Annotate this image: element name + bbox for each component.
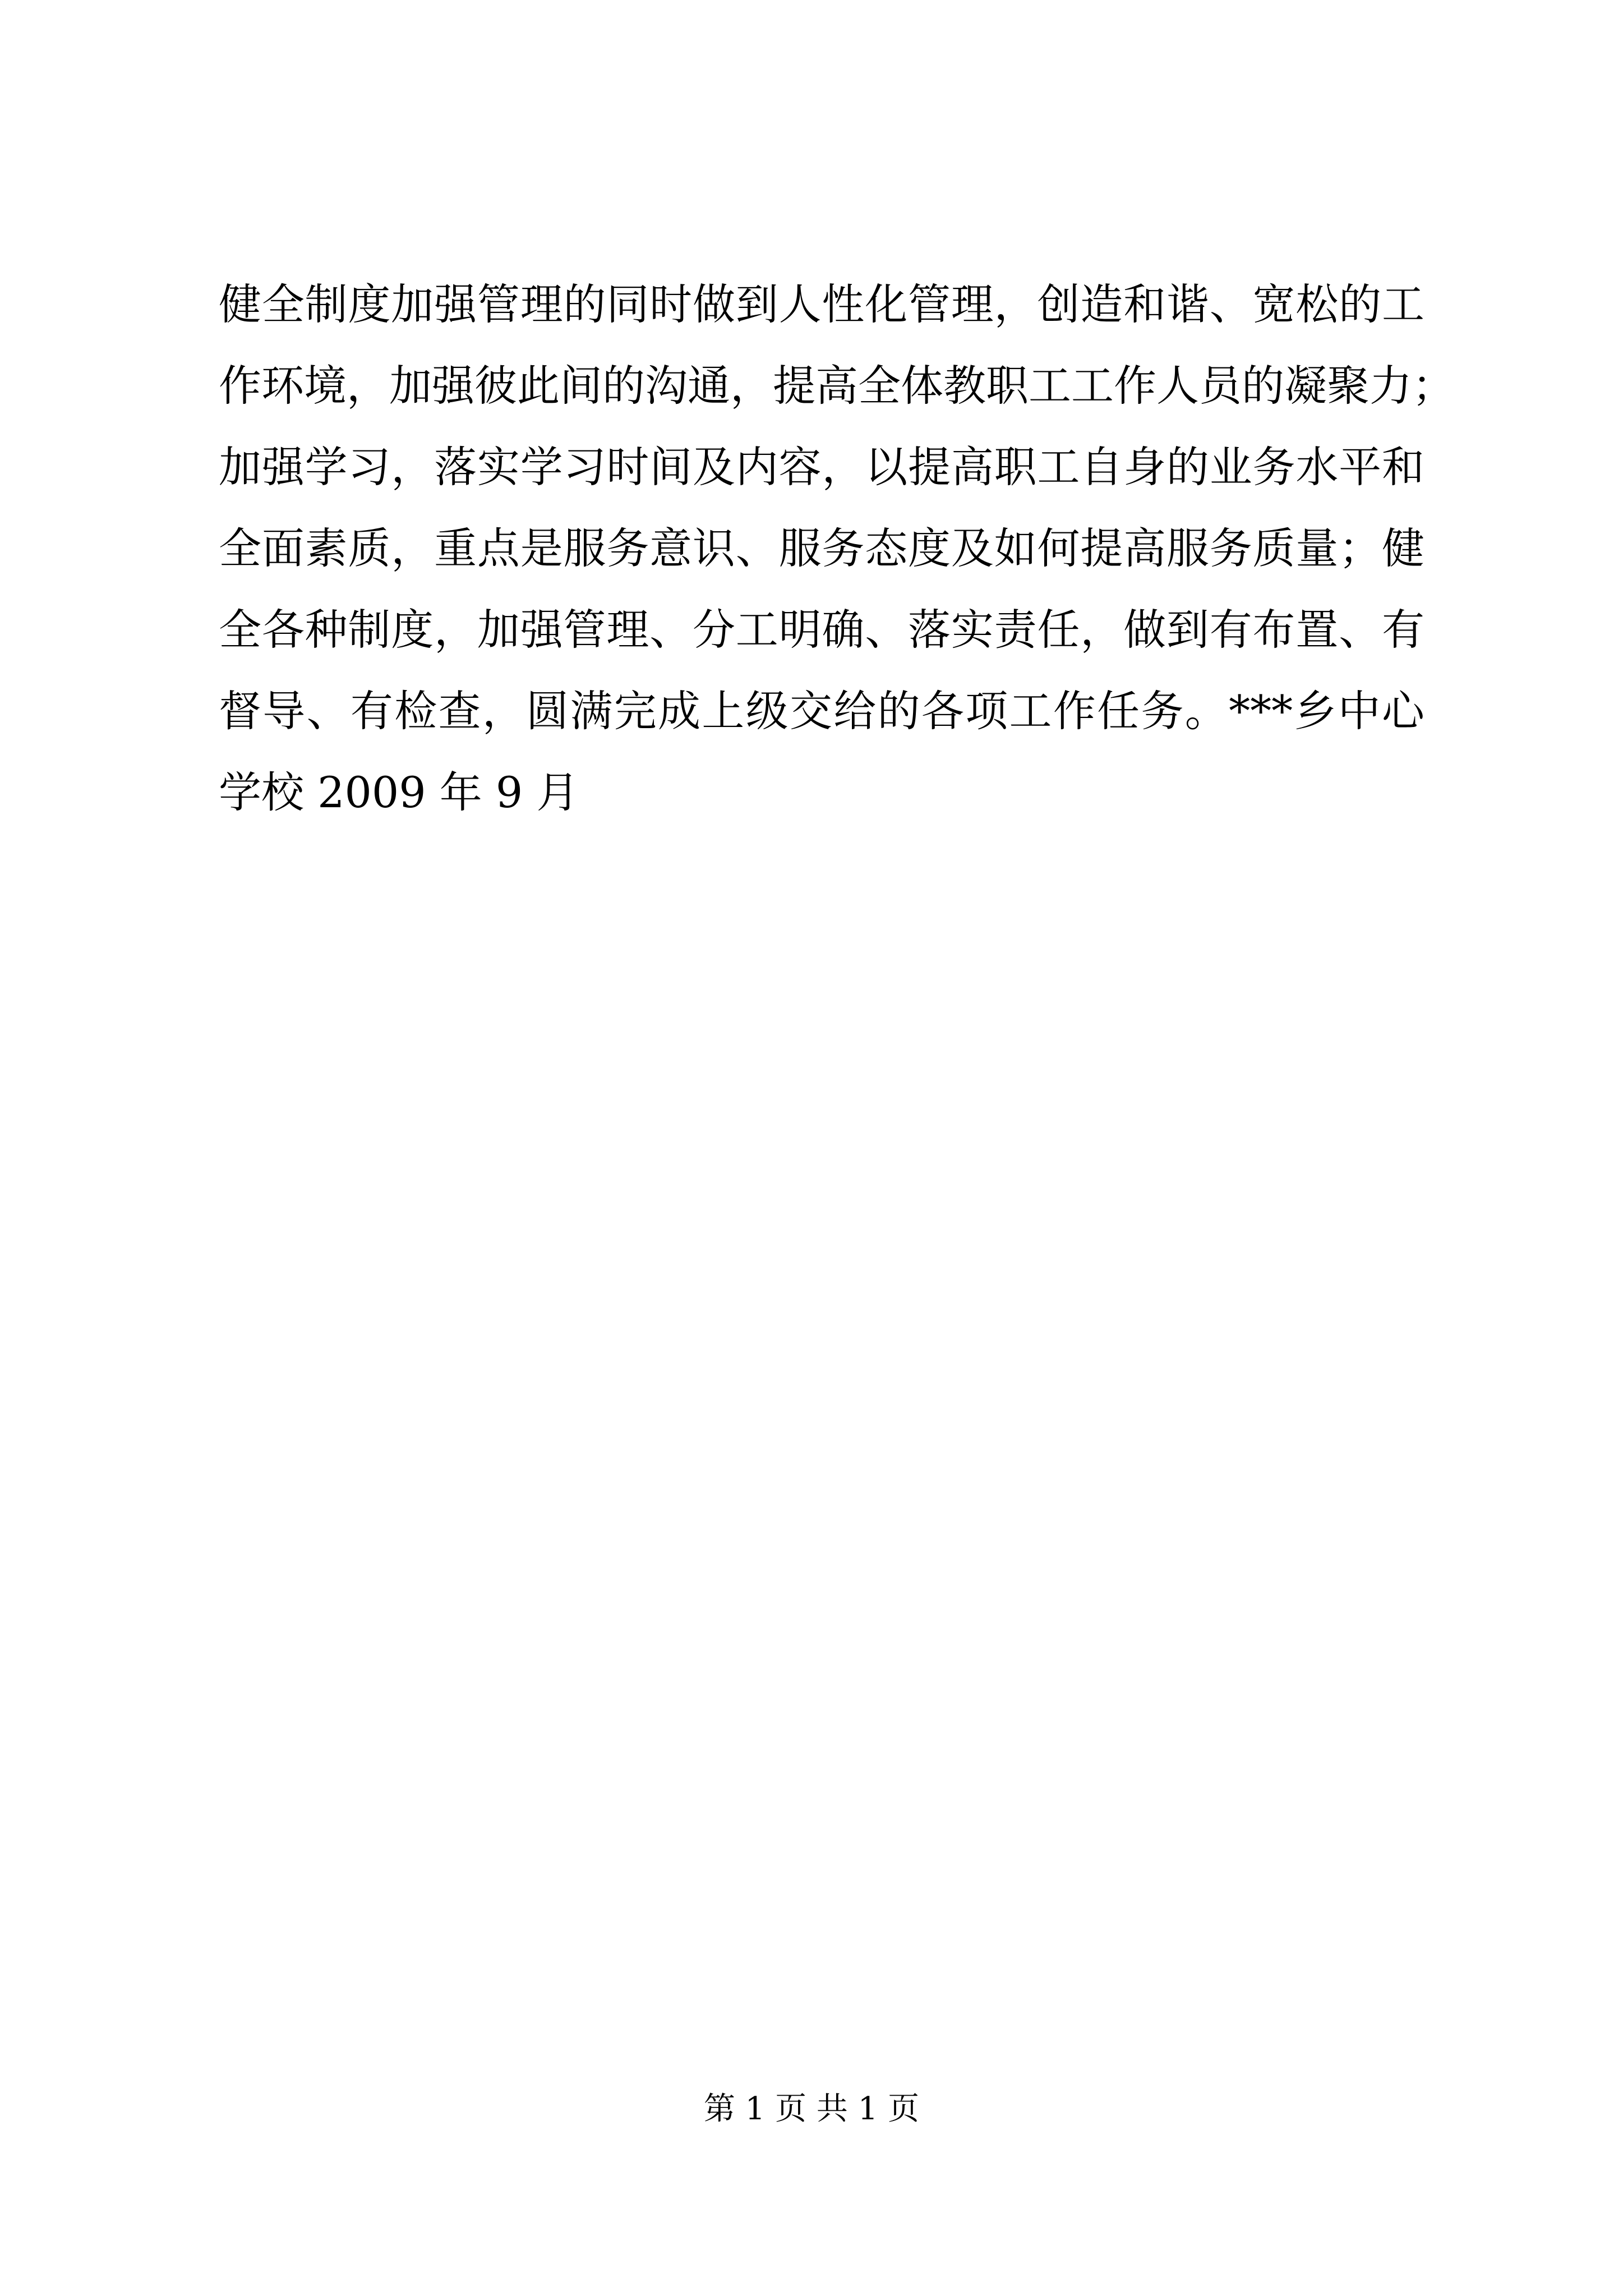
- page-number-footer: 第 1 页 共 1 页: [703, 2091, 920, 2127]
- text-line-1: 健全制度加强管理的同时做到人性化管理，创造和谐、宽松的工: [219, 279, 1424, 329]
- text-line-2: 作环境，加强彼此间的沟通，提高全体教职工工作人员的凝聚力；: [219, 361, 1455, 411]
- body-paragraph: [219, 264, 1455, 833]
- text-line-3: 加强学习，落实学习时间及内容，以提高职工自身的业务水平和: [219, 442, 1424, 492]
- text-line-7: 学校 2009 年 9 月: [219, 767, 579, 817]
- text-line-5: 全各种制度，加强管理、分工明确、落实责任，做到有布置、有: [219, 605, 1424, 655]
- text-line-6: 督导、有检查，圆满完成上级交给的各项工作任务。***乡中心: [219, 686, 1424, 736]
- text-line-4: 全面素质，重点是服务意识、服务态度及如何提高服务质量；健: [219, 523, 1424, 573]
